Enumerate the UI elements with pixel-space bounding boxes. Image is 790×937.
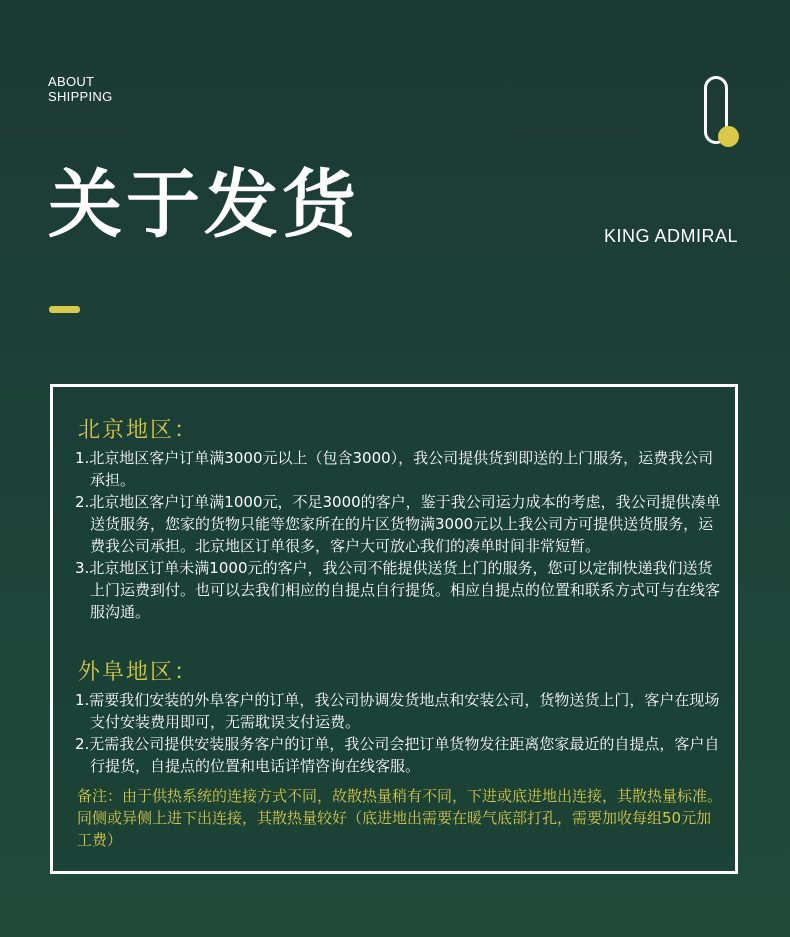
- about-shipping-label: [48, 74, 113, 104]
- outside-section-title: 外阜地区：: [78, 660, 199, 685]
- page-title: 关于发货: [48, 162, 360, 248]
- shipping-info-panel: [50, 384, 738, 874]
- brand-name: KING ADMIRAL: [603, 226, 738, 246]
- pill-toggle-icon: [704, 76, 728, 144]
- accent-divider: [49, 306, 80, 313]
- about-line: ABOUT: [48, 74, 95, 89]
- note-text: 备注：由于供热系统的连接方式不同，故散热量稍有不同，下进或底进地出连接，其散热量标准。同侧或异侧上进下出连接，其散热量较好（底进地出需要在暖气底部打孔，需要加收每组50元加工费）: [77, 787, 723, 849]
- shipping-line: SHIPPING: [48, 89, 113, 104]
- beijing-section-body: [75, 447, 725, 623]
- list-item: 1.北京地区客户订单满3000元以上（包含3000），我公司提供货到即送的上门服务，运费我公司承担。: [75, 449, 714, 489]
- list-item: 2.无需我公司提供安装服务客户的订单，我公司会把订单货物发往距离您家最近的自提点，客户自行提货，自提点的位置和电话详情咨询在线客服。: [75, 735, 720, 775]
- list-item: 1.需要我们安装的外阜客户的订单，我公司协调发货地点和安装公司，货物送货上门，客户在现场支付安装费用即可，无需耽误支付运费。: [75, 691, 720, 731]
- list-item: 3.北京地区订单未满1000元的客户，我公司不能提供送货上门的服务，您可以定制快递我们送货上门运费到付。也可以去我们相应的自提点自行提货。相应自提点的位置和联系方式可与在线客服沟通。: [75, 559, 721, 621]
- list-item: 2.北京地区客户订单满1000元，不足3000的客户，鉴于我公司运力成本的考虑，我公司提供凑单送货服务，您家的货物只能等您家所在的片区货物满3000元以上我公司方可提供送货服务，运费我公司承担。北京地区订单很多，客户大可放心我们的凑单时间非常短暂。: [75, 493, 721, 555]
- outside-section-body: [75, 689, 725, 777]
- beijing-section-title: 北京地区：: [78, 418, 199, 443]
